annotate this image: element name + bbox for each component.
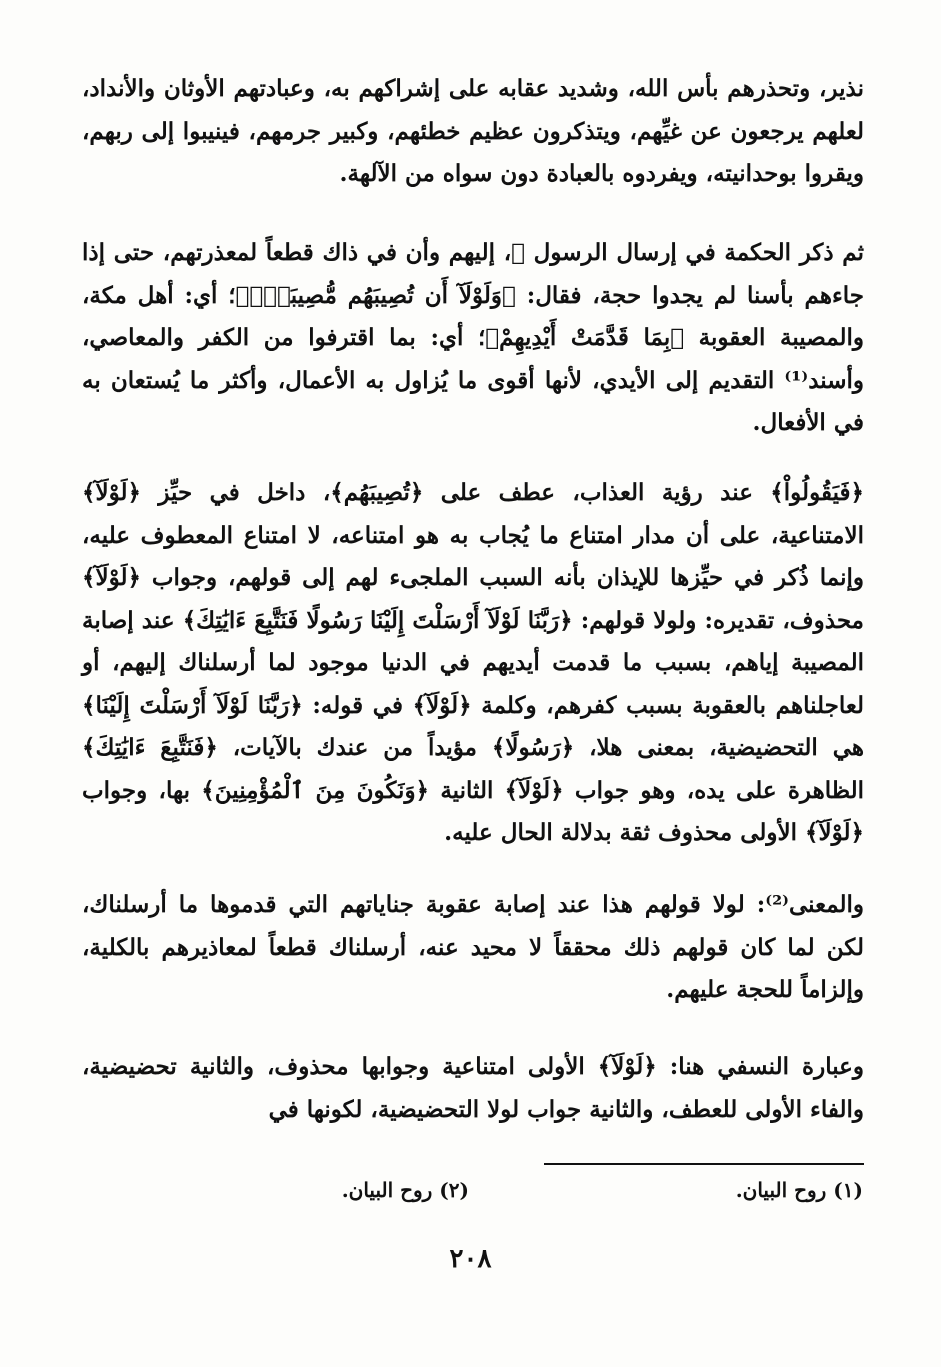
paragraph-5: وعبارة النسفي هنا: ﴿لَوْلَآ﴾ الأولى امتناعية وجوابها محذوف، والثانية تحضيضية، والفاء الأولى للعطف، والثانية جواب لولا التحضيضية، لكونها في (82, 1053, 864, 1123)
paragraph-4: والمعنى⁽²⁾: لولا قولهم هذا عند إصابة عقوبة جناياتهم التي قدموها ما أرسلناك، لكن لما كان قولهم ذلك محققاً لا محيد عنه، أرسلناك قطعاً لمعاذيرهم بالكلية، وإلزاماً للحجة عليهم. (82, 891, 864, 1003)
footnote-1: (١) روح البيان. (735, 1178, 863, 1202)
footnote-2: (٢) روح البيان. (341, 1178, 469, 1202)
paragraph-1: نذير، وتحذرهم بأس الله، وشديد عقابه على إشراكهم به، وعبادتهم الأوثان والأنداد، لعلهم يرجعون عن غيِّهم، ويتذكرون عظيم خطئهم، وكبير جرمهم، فينيبوا إلى ربهم، ويقروا بوحدانيته، ويفردوه بالعبادة دون سواه من الآلهة. (82, 75, 864, 187)
paragraph-2: ثم ذكر الحكمة في إرسال الرسول ﷺ، إليهم وأن في ذاك قطعاً لمعذرتهم، حتى إذا جاءهم بأسنا لم يجدوا حجة، فقال: ﴿وَلَوْلَآ أَن تُصِيبَهُم مُّصِيبَةٌۢ﴾؛ أي: أهل مكة، والمصيبة العقوبة ﴿بِمَا قَدَّمَتْ أَيْدِيهِمْ﴾؛ أي: بما اقترفوا من الكفر والمعاصي، وأسند⁽¹⁾ التقديم إلى الأيدي، لأنها أقوى ما يُزاول به الأعمال، وأكثر ما يُستعان به في الأفعال. (82, 239, 864, 436)
paragraph-3: ﴿فَيَقُولُواْ﴾ عند رؤية العذاب، عطف على ﴿تُصِيبَهُم﴾، داخل في حيِّز ﴿لَوْلَآ﴾ الامتناعية، على أن مدار امتناع ما يُجاب به هو امتناعه، لا امتناع المعطوف عليه، وإنما ذُكر في حيِّزها للإيذان بأنه السبب الملجىء لهم إلى قولهم، وجواب ﴿لَوْلَآ﴾ محذوف، تقديره: ولولا قولهم: ﴿رَبَّنَا لَوْلَآ أَرْسَلْتَ إِلَيْنَا رَسُولًا فَنَتَّبِعَ ءَايَٰتِكَ﴾ عند إصابة المصيبة إياهم، بسبب ما قدمت أيديهم في الدنيا موجود لما أرسلناك إليهم، أو لعاجلناهم بالعقوبة بسبب كفرهم، وكلمة ﴿لَوْلَآ﴾ في قوله: ﴿رَبَّنَا لَوْلَآ أَرْسَلْتَ إِلَيْنَا﴾ هي التحضيضية، بمعنى هلا، ﴿رَسُولًا﴾ مؤيداً من عندك بالآيات، ﴿فَنَتَّبِعَ ءَايَٰتِكَ﴾ الظاهرة على يده، وهو جواب ﴿لَوْلَآ﴾ الثانية ﴿وَنَكُونَ مِنَ ٱلْمُؤْمِنِينَ﴾ بها، وجواب ﴿لَوْلَآ﴾ الأولى محذوف ثقة بدلالة الحال عليه. (82, 479, 864, 846)
page-number: ٢٠٨ (449, 1244, 492, 1274)
footnote-divider (544, 1163, 864, 1165)
